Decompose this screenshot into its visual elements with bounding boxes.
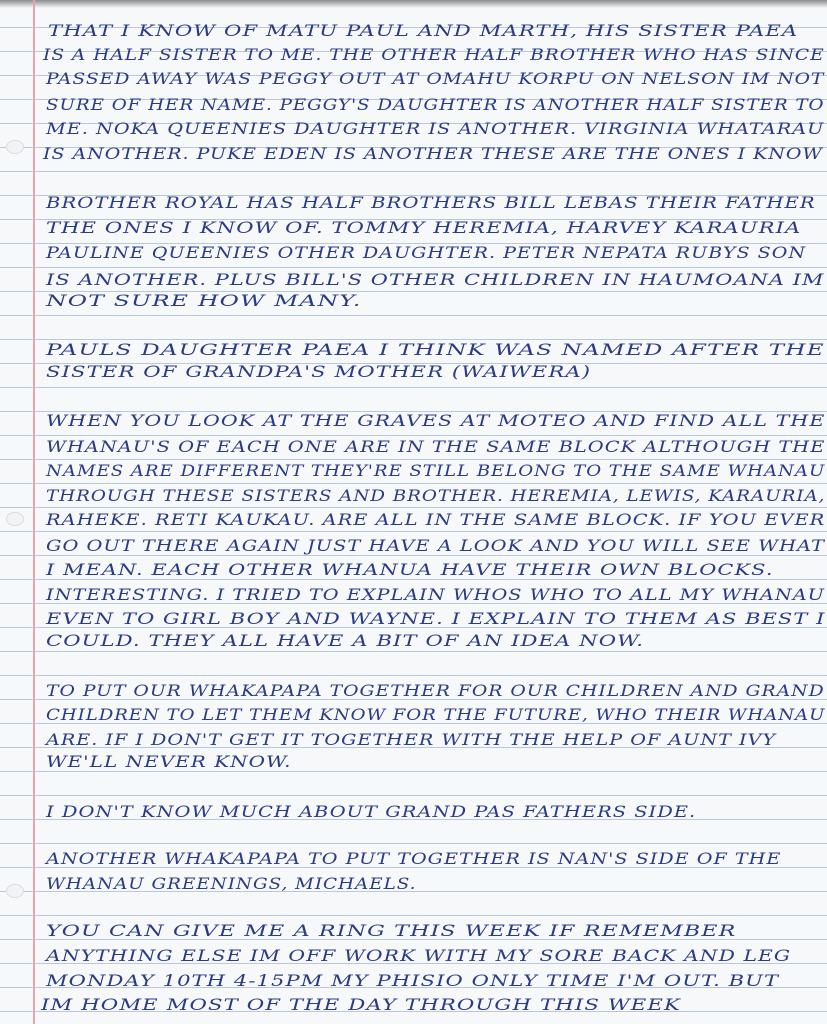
text-line: IS ANOTHER. PLUS BILL'S OTHER CHILDREN IN HAUMOANA IM — [46, 271, 825, 289]
text-line: I MEAN. EACH OTHER WHANUA HAVE THEIR OWN BLOCKS. — [46, 561, 774, 579]
text-line: ANOTHER WHAKAPAPA TO PUT TOGETHER IS NAN'S SIDE OF THE — [46, 850, 782, 868]
text-line: IS ANOTHER. PUKE EDEN IS ANOTHER THESE ARE THE ONES I KNOW — [43, 145, 823, 163]
text-line: NAMES ARE DIFFERENT THEY'RE STILL BELONG TO THE SAME WHANAU — [46, 462, 826, 480]
handwritten-letter — [38, 0, 827, 1024]
text-line: THE ONES I KNOW OF. TOMMY HEREMIA, HARVEY KARAURIA — [46, 219, 802, 237]
text-line: WHEN YOU LOOK AT THE GRAVES AT MOTEO AND FIND ALL THE — [46, 412, 826, 430]
text-line: INTERESTING. I TRIED TO EXPLAIN WHOS WHO TO ALL MY WHANAU — [46, 586, 825, 604]
text-line: THROUGH THESE SISTERS AND BROTHER. HEREMIA, LEWIS, KARAURIA, — [46, 487, 826, 505]
text-line: SURE OF HER NAME. PEGGY'S DAUGHTER IS ANOTHER HALF SISTER TO — [46, 96, 825, 114]
text-line: NOT SURE HOW MANY. — [46, 292, 362, 310]
text-line: PASSED AWAY WAS PEGGY OUT AT OMAHU KORPU ON NELSON IM NOT — [46, 70, 825, 88]
text-line: I DON'T KNOW MUCH ABOUT GRAND PAS FATHERS SIDE. — [46, 803, 697, 821]
text-line: GO OUT THERE AGAIN JUST HAVE A LOOK AND YOU WILL SEE WHAT — [46, 537, 825, 555]
text-line: RAHEKE. RETI KAUKAU. ARE ALL IN THE SAME BLOCK. IF YOU EVER — [46, 511, 826, 529]
text-line: IM HOME MOST OF THE DAY THROUGH THIS WEEK — [41, 996, 681, 1014]
binder-hole — [6, 884, 24, 898]
text-line: EVEN TO GIRL BOY AND WAYNE. I EXPLAIN TO THEM AS BEST I — [46, 610, 826, 628]
text-line: PAULS DAUGHTER PAEA I THINK WAS NAMED AFTER THE — [46, 341, 825, 359]
text-line: WHANAU GREENINGS, MICHAELS. — [46, 875, 417, 893]
text-line: WE'LL NEVER KNOW. — [46, 753, 292, 771]
text-line: ANYTHING ELSE IM OFF WORK WITH MY SORE BACK AND LEG — [46, 947, 792, 965]
text-line: WHANAU'S OF EACH ONE ARE IN THE SAME BLOCK ALTHOUGH THE — [46, 438, 826, 456]
text-line: ME. NOKA QUEENIES DAUGHTER IS ANOTHER. VIRGINIA WHATARAU — [46, 120, 825, 138]
binder-hole — [6, 512, 24, 526]
text-line: THAT I KNOW OF MATU PAUL AND MARTH, HIS SISTER PAEA — [48, 22, 799, 40]
text-line: PAULINE QUEENIES OTHER DAUGHTER. PETER NEPATA RUBYS SON — [46, 244, 807, 262]
text-line: BROTHER ROYAL HAS HALF BROTHERS BILL LEBAS THEIR FATHER — [46, 194, 816, 212]
text-line: COULD. THEY ALL HAVE A BIT OF AN IDEA NOW. — [46, 632, 645, 650]
text-line: CHILDREN TO LET THEM KNOW FOR THE FUTURE, WHO THEIR WHANAU — [46, 706, 826, 724]
text-line: MONDAY 10TH 4-15PM MY PHISIO ONLY TIME I'M OUT. BUT — [46, 972, 780, 990]
text-line: SISTER OF GRANDPA'S MOTHER (WAIWERA) — [46, 363, 592, 381]
text-line: YOU CAN GIVE ME A RING THIS WEEK IF REMEMBER — [46, 922, 737, 940]
text-line: ARE. IF I DON'T GET IT TOGETHER WITH THE HELP OF AUNT IVY — [46, 731, 777, 749]
text-line: TO PUT OUR WHAKAPAPA TOGETHER FOR OUR CHILDREN AND GRAND — [46, 682, 825, 700]
text-line: IS A HALF SISTER TO ME. THE OTHER HALF BROTHER WHO HAS SINCE — [43, 46, 825, 64]
binder-hole — [6, 140, 24, 154]
margin-line — [33, 0, 35, 1024]
